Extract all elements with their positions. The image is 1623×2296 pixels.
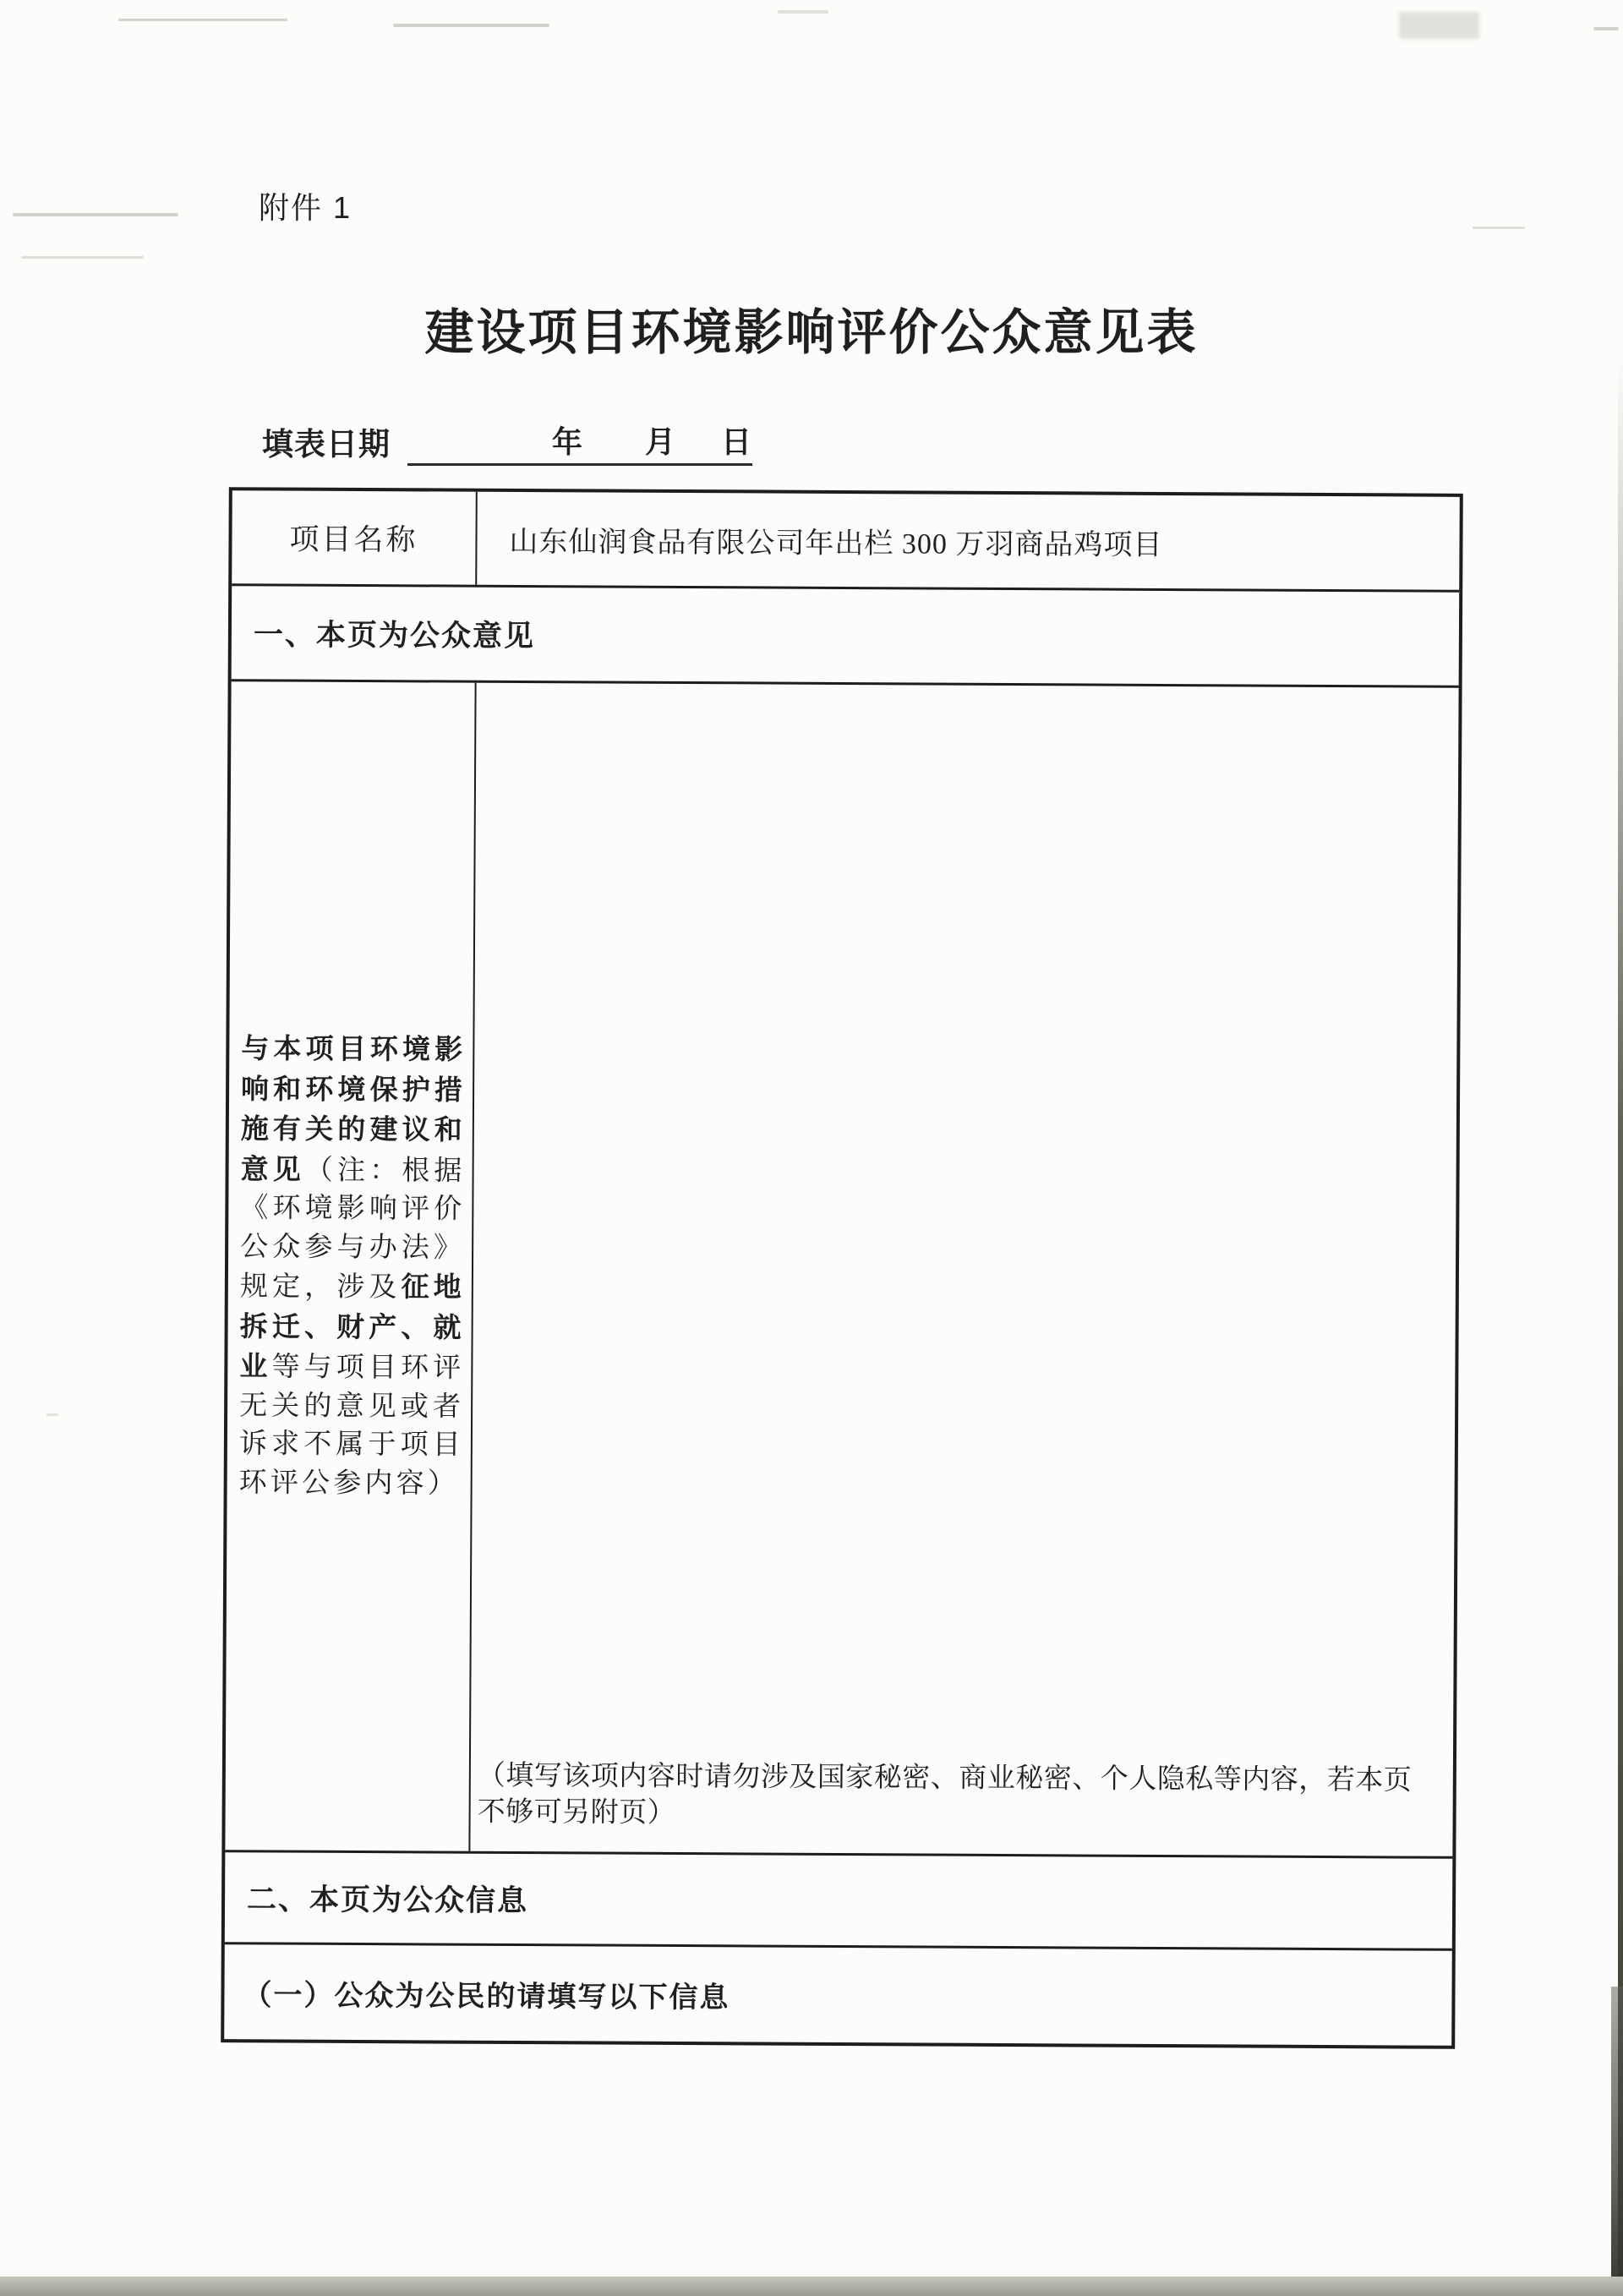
page-title: 建设项目环境影响评价公众意见表 [424,305,1199,360]
opinion-label-bold-part1: 与本项目环境影响和环境保护措施有关的建议和意见 [240,1032,467,1185]
scan-artifact [13,213,178,216]
public-opinion-form-table [221,487,1463,2049]
opinion-note: （填写该项内容时请勿涉及国家秘密、商业秘密、个人隐私等内容，若本页不够可另附页） [477,1760,1413,1829]
day-label: 日 [721,425,752,459]
section2-sub-heading-row [224,1944,1452,2046]
scan-artifact [46,1413,58,1416]
month-label: 月 [645,425,676,459]
opinion-label-bold-part2: 征地拆迁、财产、就业 [239,1271,465,1382]
opinion-label-normal-part2: 等与项目环评无关的意见或者诉求不属于项目环评公参内容） [238,1352,465,1500]
scan-artifact [118,19,287,21]
scan-artifact [1473,227,1525,229]
section1-heading: 一、本页为公众意见 [253,618,536,653]
project-name-row [232,490,1460,593]
project-name-value-cell: 山东仙润食品有限公司年出栏 300 万羽商品鸡项目 [509,526,1163,561]
scan-artifact [1399,12,1479,39]
opinion-label-normal-part1: （注：根据《环境影响评价公众参与办法》规定，涉及 [239,1155,466,1304]
scan-artifact [778,10,828,14]
fill-date-line [262,423,752,467]
section2-heading: 二、本页为公众信息 [246,1883,529,1918]
opinion-label-cell [225,681,476,1850]
fill-date-blank-field[interactable] [407,423,752,466]
scan-artifact [1593,27,1619,30]
scan-artifact [21,256,144,259]
project-name-label-cell: 项目名称 [232,490,478,585]
opinion-label-text [227,1029,473,1504]
section2-heading-row [225,1852,1453,1951]
opinion-row [225,681,1458,1859]
attachment-label: 附件 1 [259,190,352,225]
scan-artifact [393,24,549,27]
opinion-content-cell[interactable] [470,683,1458,1856]
year-label: 年 [552,425,583,459]
page-edge-shadow [1611,1987,1623,2296]
page-edge-shadow [1618,355,1623,2296]
fill-date-label: 填表日期 [262,428,391,462]
section1-heading-row [232,586,1460,688]
section2-sub-heading: （一）公众为公民的请填写以下信息 [243,1978,730,2014]
scan-bottom-band [0,2277,1623,2296]
